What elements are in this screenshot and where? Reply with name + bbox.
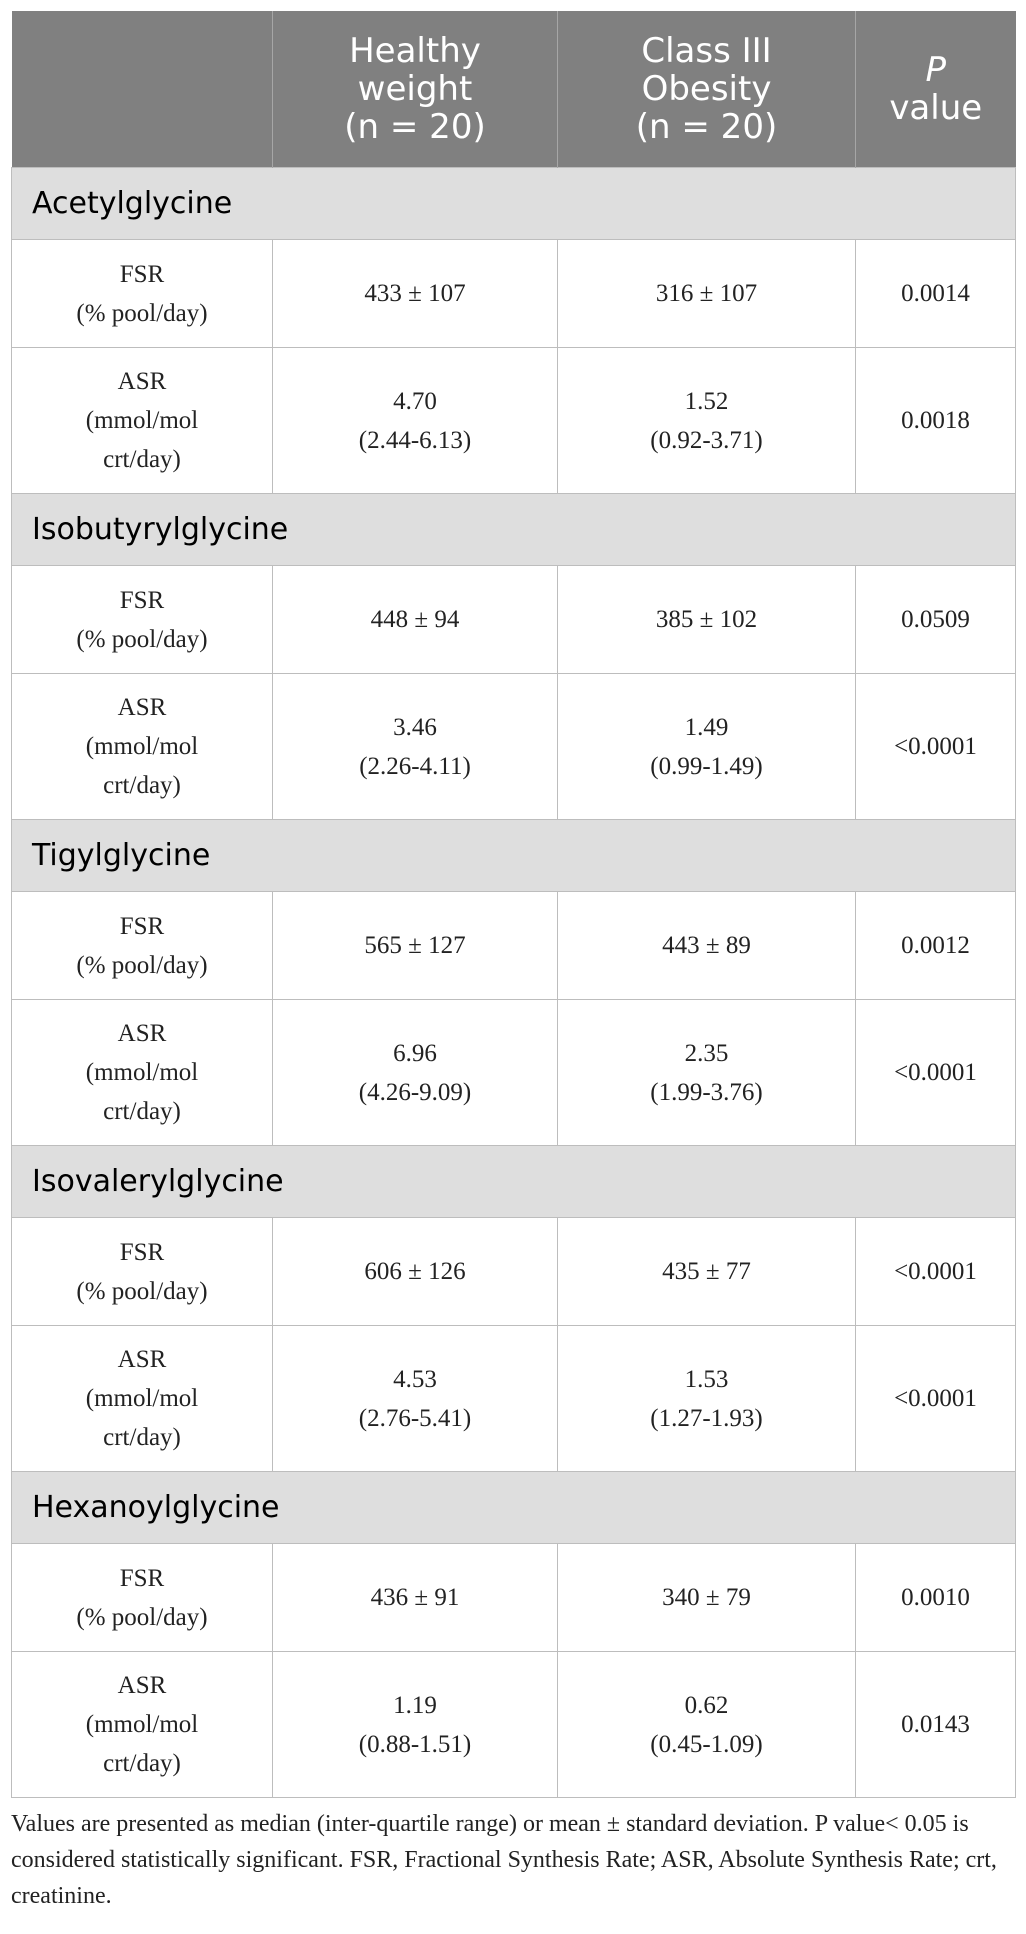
header-obesity-line: Class III [641,31,772,71]
header-healthy-line: Healthy [349,31,481,71]
p-value-cell: 0.0014 [856,240,1016,348]
table-row [12,892,1016,1000]
results-table [11,11,1016,1798]
p-value-cell: <0.0001 [856,1000,1016,1146]
header-cell-p-value [856,11,1016,168]
obesity-value-cell [558,674,856,820]
table-row [12,1218,1016,1326]
obesity-value-line: (0.92-3.71) [650,426,763,454]
p-value-cell: <0.0001 [856,1326,1016,1472]
obesity-value-cell [558,348,856,494]
healthy-value-cell [273,348,558,494]
healthy-value-cell [273,1218,558,1326]
healthy-value-line: 606 ± 126 [364,1258,466,1285]
healthy-value-cell [273,1544,558,1652]
measure-label-line: (% pool/day) [76,951,208,979]
healthy-value-line: 436 ± 91 [370,1584,460,1611]
table-row [12,674,1016,820]
measure-label-line: crt/day) [103,772,181,799]
measure-label-line: (% pool/day) [76,299,208,327]
results-table-container [11,11,1015,1798]
p-value-cell: <0.0001 [856,1218,1016,1326]
measure-label-line: (mmol/mol [85,1711,199,1738]
healthy-value-line: 1.19 [393,1691,437,1719]
measure-label-line: (mmol/mol [85,1385,199,1412]
header-row [12,11,1016,168]
obesity-value-line: (0.45-1.09) [650,1730,763,1758]
obesity-value-cell [558,1326,856,1472]
measure-label-line: FSR [119,1564,165,1592]
p-value-cell: 0.0018 [856,348,1016,494]
healthy-value-cell [273,1326,558,1472]
p-value-cell: <0.0001 [856,674,1016,820]
healthy-value-cell [273,566,558,674]
p-value-cell: 0.0010 [856,1544,1016,1652]
obesity-value-line: (0.99-1.49) [650,752,763,780]
measure-label-line: crt/day) [103,1424,181,1451]
group-header-row [12,1472,1016,1544]
measure-label-line: FSR [119,586,165,614]
table-row [12,1652,1016,1798]
p-value-cell: 0.0012 [856,892,1016,1000]
header-obesity-line: (n = 20) [635,107,778,147]
p-value-cell: 0.0143 [856,1652,1016,1798]
healthy-value-line: 6.96 [393,1039,437,1067]
measure-label-cell [12,892,273,1000]
measure-label-cell [12,566,273,674]
table-row [12,1544,1016,1652]
healthy-value-cell [273,1652,558,1798]
table-row [12,240,1016,348]
healthy-value-line: 3.46 [393,713,437,741]
measure-label-line: (mmol/mol [85,407,199,434]
obesity-value-line: 385 ± 102 [655,606,758,633]
group-name: Acetylglycine [12,168,1016,240]
header-healthy-line: weight [357,69,473,109]
header-p-value-word: value [889,88,983,128]
header-p-italic: P [925,50,946,90]
measure-label-line: ASR [117,1672,167,1699]
obesity-value-line: 1.49 [684,713,729,741]
measure-label-line: crt/day) [103,1750,181,1777]
group-name: Isovalerylglycine [12,1146,1016,1218]
obesity-value-cell [558,1652,856,1798]
obesity-value-cell [558,566,856,674]
measure-label-cell [12,348,273,494]
healthy-value-cell [273,892,558,1000]
group-name: Tigylglycine [12,820,1016,892]
header-cell-empty [12,11,273,168]
obesity-value-cell [558,1544,856,1652]
measure-label-cell [12,240,273,348]
measure-label-line: (% pool/day) [76,1603,208,1631]
healthy-value-line: 565 ± 127 [364,932,466,959]
measure-label-cell [12,674,273,820]
header-healthy-line: (n = 20) [344,107,486,147]
healthy-value-line: (4.26-9.09) [358,1078,472,1106]
obesity-value-line: 1.52 [684,387,729,415]
healthy-value-line: 433 ± 107 [364,280,466,307]
group-header-row [12,168,1016,240]
measure-label-line: crt/day) [103,1098,181,1125]
measure-label-line: crt/day) [103,446,181,473]
measure-label-line: ASR [117,694,167,721]
obesity-value-line: 316 ± 107 [655,280,758,307]
table-row [12,1000,1016,1146]
group-name: Isobutyrylglycine [12,494,1016,566]
p-value-cell: 0.0509 [856,566,1016,674]
healthy-value-line: 4.53 [393,1365,437,1393]
obesity-value-line: 2.35 [684,1039,729,1067]
measure-label-line: FSR [119,912,165,940]
measure-label-line: ASR [117,368,167,395]
obesity-value-cell [558,892,856,1000]
obesity-value-line: (1.27-1.93) [650,1404,763,1432]
healthy-value-cell [273,1000,558,1146]
measure-label-cell [12,1326,273,1472]
measure-label-line: (mmol/mol [85,1059,199,1086]
measure-label-line: ASR [117,1346,167,1373]
healthy-value-line: 4.70 [393,387,437,415]
header-cell-obesity [558,11,856,168]
table-body [12,168,1016,1798]
obesity-value-cell [558,240,856,348]
measure-label-cell [12,1544,273,1652]
measure-label-line: ASR [117,1020,167,1047]
table-row [12,348,1016,494]
group-header-row [12,1146,1016,1218]
header-cell-healthy [273,11,558,168]
obesity-value-cell [558,1000,856,1146]
group-name: Hexanoylglycine [12,1472,1016,1544]
table-row [12,1326,1016,1472]
obesity-value-line: 340 ± 79 [662,1584,751,1611]
healthy-value-line: (2.44-6.13) [358,426,472,454]
group-header-row [12,494,1016,566]
obesity-value-line: 1.53 [684,1365,729,1393]
measure-label-cell [12,1000,273,1146]
table-row [12,566,1016,674]
obesity-value-line: 443 ± 89 [662,932,751,959]
obesity-value-cell [558,1218,856,1326]
obesity-value-line: 0.62 [684,1691,729,1719]
header-obesity-line: Obesity [641,69,772,109]
healthy-value-line: (2.76-5.41) [358,1404,472,1432]
obesity-value-line: 435 ± 77 [662,1258,751,1285]
measure-label-line: (% pool/day) [76,1277,208,1305]
healthy-value-cell [273,240,558,348]
healthy-value-line: (0.88-1.51) [358,1730,472,1758]
measure-label-cell [12,1652,273,1798]
healthy-value-cell [273,674,558,820]
measure-label-line: (% pool/day) [76,625,208,653]
measure-label-line: FSR [119,1238,165,1266]
measure-label-line: (mmol/mol [85,733,199,760]
measure-label-cell [12,1218,273,1326]
obesity-value-line: (1.99-3.76) [650,1078,763,1106]
table-footnote: Values are presented as median (inter-quartile range) or mean ± standard deviation. P value< 0.05 is considered statistically significant. FSR, Fractional Synthesis Rate; ASR, Absolute Synthesis Rate; crt, creatinine. [11,1811,997,1909]
healthy-value-line: 448 ± 94 [370,606,460,633]
group-header-row [12,820,1016,892]
measure-label-line: FSR [119,260,165,288]
healthy-value-line: (2.26-4.11) [359,752,471,780]
